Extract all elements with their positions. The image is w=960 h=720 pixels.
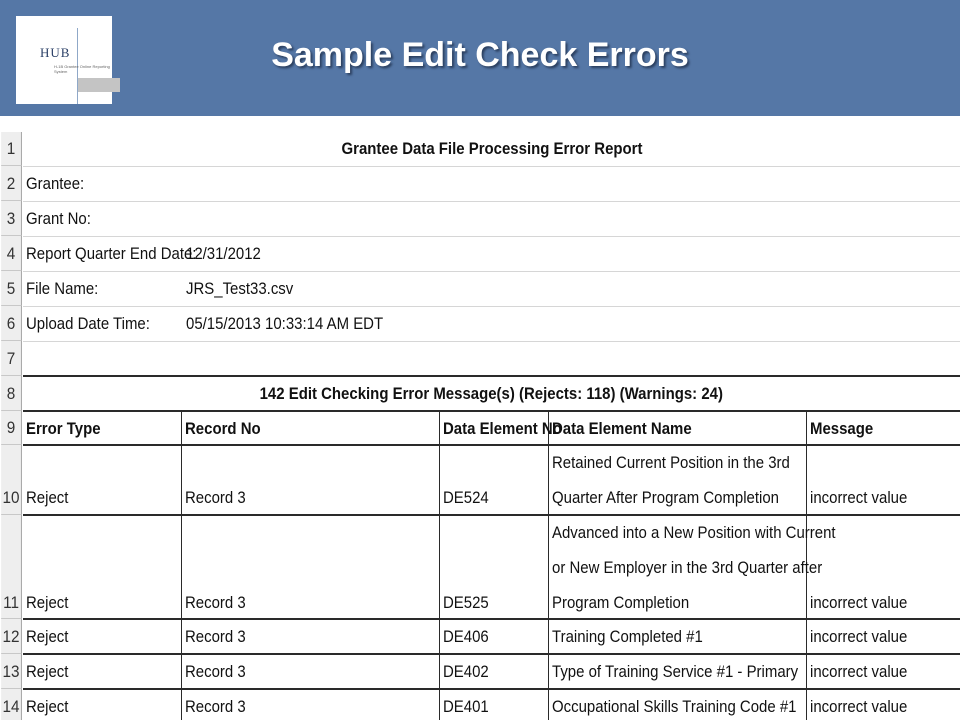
column-header-data-element-name[interactable] bbox=[549, 412, 806, 445]
cell-text: DE406 bbox=[443, 627, 489, 646]
cell-text: DE402 bbox=[443, 662, 489, 681]
cell-text: incorrect value bbox=[810, 488, 908, 507]
cell-message[interactable] bbox=[807, 620, 960, 654]
cell-data-element-name[interactable] bbox=[549, 655, 806, 689]
cell-data-element-no[interactable] bbox=[440, 620, 548, 654]
cell-text: DE401 bbox=[443, 697, 489, 716]
cell-text: incorrect value bbox=[810, 627, 908, 646]
cell-text: incorrect value bbox=[810, 662, 908, 681]
cell-text: Record 3 bbox=[185, 697, 246, 716]
cell-record-no[interactable] bbox=[182, 620, 439, 654]
column-header-text: Record No bbox=[185, 419, 261, 438]
row-number[interactable]: 4 bbox=[1, 236, 22, 271]
cell-text: Reject bbox=[26, 627, 69, 646]
cell-text: or New Employer in the 3rd Quarter after bbox=[552, 558, 823, 577]
cell-text: incorrect value bbox=[810, 697, 908, 716]
spreadsheet bbox=[0, 132, 960, 720]
meta-label-grant-no[interactable] bbox=[23, 201, 183, 236]
cell-message[interactable] bbox=[807, 585, 960, 620]
meta-value-grantee[interactable] bbox=[183, 166, 483, 201]
column-header-text: Error Type bbox=[26, 419, 101, 438]
row-number[interactable]: 6 bbox=[1, 306, 22, 341]
cell-text: Occupational Skills Training Code #1 bbox=[552, 697, 797, 716]
cell-data-element-no[interactable] bbox=[440, 690, 548, 720]
row-number[interactable]: 14 bbox=[1, 689, 22, 720]
meta-label-text: Upload Date Time: bbox=[26, 314, 150, 333]
row-number[interactable]: 7 bbox=[1, 341, 22, 376]
meta-label-text: Grant No: bbox=[26, 209, 91, 228]
row-number[interactable]: 8 bbox=[1, 376, 22, 411]
column-header-text: Message bbox=[810, 419, 874, 438]
column-header-record-no[interactable] bbox=[182, 412, 439, 445]
cell-message[interactable] bbox=[807, 480, 960, 515]
meta-label-file-name[interactable] bbox=[23, 271, 183, 306]
row-number[interactable]: 3 bbox=[1, 201, 22, 236]
cell-text: Record 3 bbox=[185, 593, 246, 612]
column-header-text: Data Element Name bbox=[552, 419, 692, 438]
cell-data-element-no[interactable] bbox=[440, 480, 548, 515]
cell-text: Record 3 bbox=[185, 662, 246, 681]
cell-error-type[interactable] bbox=[23, 690, 181, 720]
row-number[interactable]: 9 bbox=[1, 411, 22, 445]
meta-value-grant-no[interactable] bbox=[183, 201, 483, 236]
column-header-text: Data Element No bbox=[443, 419, 562, 438]
meta-value-text: JRS_Test33.csv bbox=[186, 279, 294, 298]
meta-label-text: Report Quarter End Date: bbox=[26, 244, 197, 263]
cell-data-element-name[interactable] bbox=[549, 620, 806, 654]
cell-record-no[interactable] bbox=[182, 655, 439, 689]
cell-error-type[interactable] bbox=[23, 620, 181, 654]
row-number[interactable]: 11 bbox=[1, 515, 22, 619]
logo-text: HUB bbox=[40, 45, 71, 60]
cell-data-element-name[interactable] bbox=[549, 690, 806, 720]
logo-subtext: H-1B Grantee Online Reporting System bbox=[54, 64, 110, 74]
row-number[interactable]: 5 bbox=[1, 271, 22, 306]
column-header-message[interactable] bbox=[807, 412, 960, 445]
meta-label-text: Grantee: bbox=[26, 174, 85, 193]
cell-text: Reject bbox=[26, 662, 69, 681]
column-header-data-element-no[interactable] bbox=[440, 412, 562, 445]
table-border bbox=[23, 444, 960, 446]
cell-record-no[interactable] bbox=[182, 690, 439, 720]
cell-text: Record 3 bbox=[185, 488, 246, 507]
cell-record-no[interactable] bbox=[182, 480, 439, 515]
cell-text: Program Completion bbox=[552, 593, 690, 612]
error-summary[interactable] bbox=[23, 377, 960, 411]
row-number[interactable]: 2 bbox=[1, 166, 22, 201]
gridline bbox=[23, 341, 960, 342]
logo-grey-bar bbox=[78, 78, 120, 92]
cell-message[interactable] bbox=[807, 690, 960, 720]
cell-text: Type of Training Service #1 - Primary bbox=[552, 662, 799, 681]
cell-text: Training Completed #1 bbox=[552, 627, 703, 646]
meta-value-file-name[interactable] bbox=[183, 271, 483, 306]
cell-text: incorrect value bbox=[810, 593, 908, 612]
cell-text: Advanced into a New Position with Current bbox=[552, 523, 836, 542]
cell-record-no[interactable] bbox=[182, 585, 439, 620]
cell-text: Record 3 bbox=[185, 627, 246, 646]
row-number[interactable]: 13 bbox=[1, 654, 22, 689]
cell-data-element-no[interactable] bbox=[440, 655, 548, 689]
cell-text: Retained Current Position in the 3rd bbox=[552, 453, 790, 472]
cell-error-type[interactable] bbox=[23, 585, 181, 620]
cell-error-type[interactable] bbox=[23, 480, 181, 515]
meta-value-text: 12/31/2012 bbox=[186, 244, 261, 263]
cell-message[interactable] bbox=[807, 655, 960, 689]
report-title-text: Grantee Data File Processing Error Report bbox=[341, 139, 642, 158]
meta-value-upload-time[interactable] bbox=[183, 306, 483, 341]
meta-value-text: 05/15/2013 10:33:14 AM EDT bbox=[186, 314, 384, 333]
slide-title: Sample Edit Check Errors bbox=[271, 36, 689, 74]
cell-text: Reject bbox=[26, 593, 69, 612]
cell-error-type[interactable] bbox=[23, 655, 181, 689]
error-summary-text: 142 Edit Checking Error Message(s) (Rejects: 118) (Warnings: 24) bbox=[259, 384, 724, 403]
cell-text: DE524 bbox=[443, 488, 489, 507]
row-number[interactable]: 12 bbox=[1, 619, 22, 654]
cell-data-element-name[interactable] bbox=[549, 515, 836, 550]
meta-label-grantee[interactable] bbox=[23, 166, 183, 201]
cell-data-element-name[interactable] bbox=[549, 480, 806, 515]
meta-value-quarter-end[interactable] bbox=[183, 236, 483, 271]
meta-label-quarter-end[interactable] bbox=[23, 236, 197, 271]
cell-text: Reject bbox=[26, 488, 69, 507]
cell-data-element-no[interactable] bbox=[440, 585, 548, 620]
cell-text: Quarter After Program Completion bbox=[552, 488, 779, 507]
meta-label-upload-time[interactable] bbox=[23, 306, 183, 341]
report-title[interactable] bbox=[23, 132, 960, 166]
cell-data-element-name[interactable] bbox=[549, 445, 806, 480]
row-number[interactable]: 1 bbox=[1, 132, 22, 166]
cell-text: Reject bbox=[26, 697, 69, 716]
column-header-error-type[interactable] bbox=[23, 412, 181, 445]
row-number[interactable]: 10 bbox=[1, 445, 22, 515]
cell-text: DE525 bbox=[443, 593, 489, 612]
cell-data-element-name[interactable] bbox=[549, 585, 806, 620]
cell-data-element-name[interactable] bbox=[549, 550, 823, 585]
meta-label-text: File Name: bbox=[26, 279, 99, 298]
slide-header bbox=[0, 0, 960, 116]
